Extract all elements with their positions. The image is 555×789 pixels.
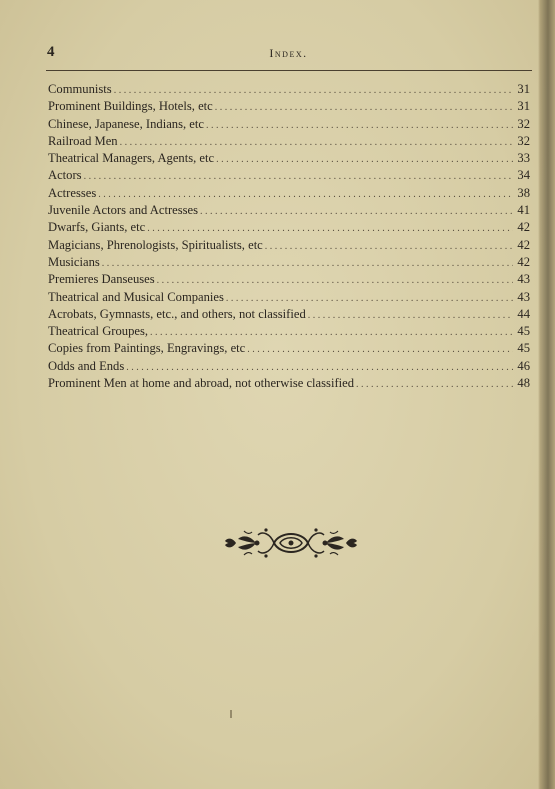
index-entry [48,254,530,271]
entry-page-number: 32 [517,133,530,148]
entry-title: Juvenile Actors and Actresses [48,203,199,218]
entry-title: Odds and Ends [48,358,125,373]
index-entry [48,358,530,375]
index-entry [48,340,530,357]
entry-title: Premieres Danseuses [48,272,155,287]
entry-page-number: 43 [517,272,530,287]
dot-leader [308,307,514,324]
page-number: 4 [47,44,55,60]
dot-leader [216,151,513,168]
dot-leader [226,290,513,307]
index-entry [48,375,530,392]
index-entry [48,133,530,150]
entry-page-number: 31 [517,99,530,114]
index-list [48,81,530,392]
entry-page-number: 43 [517,289,530,304]
entry-title: Railroad Men [48,133,118,148]
entry-title: Theatrical Groupes, [48,324,149,339]
entry-page-number: 31 [517,82,530,96]
entry-page-number: 46 [517,358,530,373]
entry-title: Musicians [48,254,100,269]
index-entry [48,271,530,288]
dot-leader [120,134,514,151]
dot-leader [84,168,514,185]
running-head: Index. [269,46,308,60]
entry-page-number: 34 [517,168,530,183]
header-rule [46,70,532,71]
entry-page-number: 45 [517,324,530,339]
index-entry [48,185,530,202]
index-entry [48,150,530,167]
index-entry [48,81,530,98]
entry-title: Communists [48,82,112,96]
dot-leader [200,203,513,220]
dot-leader [356,376,513,393]
dot-leader [247,341,513,358]
index-entry [48,98,530,115]
entry-page-number: 33 [517,151,530,166]
entry-title: Chinese, Japanese, Indians, etc [48,116,204,131]
index-entry [48,237,530,254]
entry-page-number: 45 [517,341,530,356]
entry-title: Magicians, Phrenologists, Spiritualists, etc [48,237,263,252]
paper-blemish [230,710,232,718]
dot-leader [147,220,513,237]
dot-leader [114,82,514,99]
entry-page-number: 38 [517,185,530,200]
entry-title: Prominent Men at home and abroad, not otherwise classified [48,376,355,391]
dot-leader [126,359,513,376]
index-entry [48,167,530,184]
entry-page-number: 41 [517,203,530,218]
index-entry [48,202,530,219]
entry-page-number: 48 [517,376,530,391]
entry-title: Copies from Paintings, Engravings, etc [48,341,246,356]
entry-title: Actresses [48,185,97,200]
entry-page-number: 44 [517,306,530,321]
entry-page-number: 42 [517,254,530,269]
dot-leader [157,272,514,289]
entry-title: Theatrical and Musical Companies [48,289,224,304]
floral-ornament-icon [222,525,360,561]
index-entry [48,219,530,236]
dot-leader [102,255,514,272]
page-header [47,44,530,68]
entry-title: Acrobats, Gymnasts, etc., and others, not classified [48,306,306,321]
entry-title: Actors [48,168,82,183]
entry-title: Dwarfs, Giants, etc [48,220,146,235]
entry-title: Theatrical Managers, Agents, etc [48,151,215,166]
entry-page-number: 42 [517,220,530,235]
dot-leader [265,238,514,255]
index-entry [48,323,530,340]
dot-leader [215,99,514,116]
dot-leader [150,324,513,341]
entry-title: Prominent Buildings, Hotels, etc [48,99,213,114]
index-entry [48,306,530,323]
dot-leader [206,117,513,134]
dot-leader [98,186,513,203]
index-entry [48,116,530,133]
index-entry [48,289,530,306]
entry-page-number: 42 [517,237,530,252]
entry-page-number: 32 [517,116,530,131]
